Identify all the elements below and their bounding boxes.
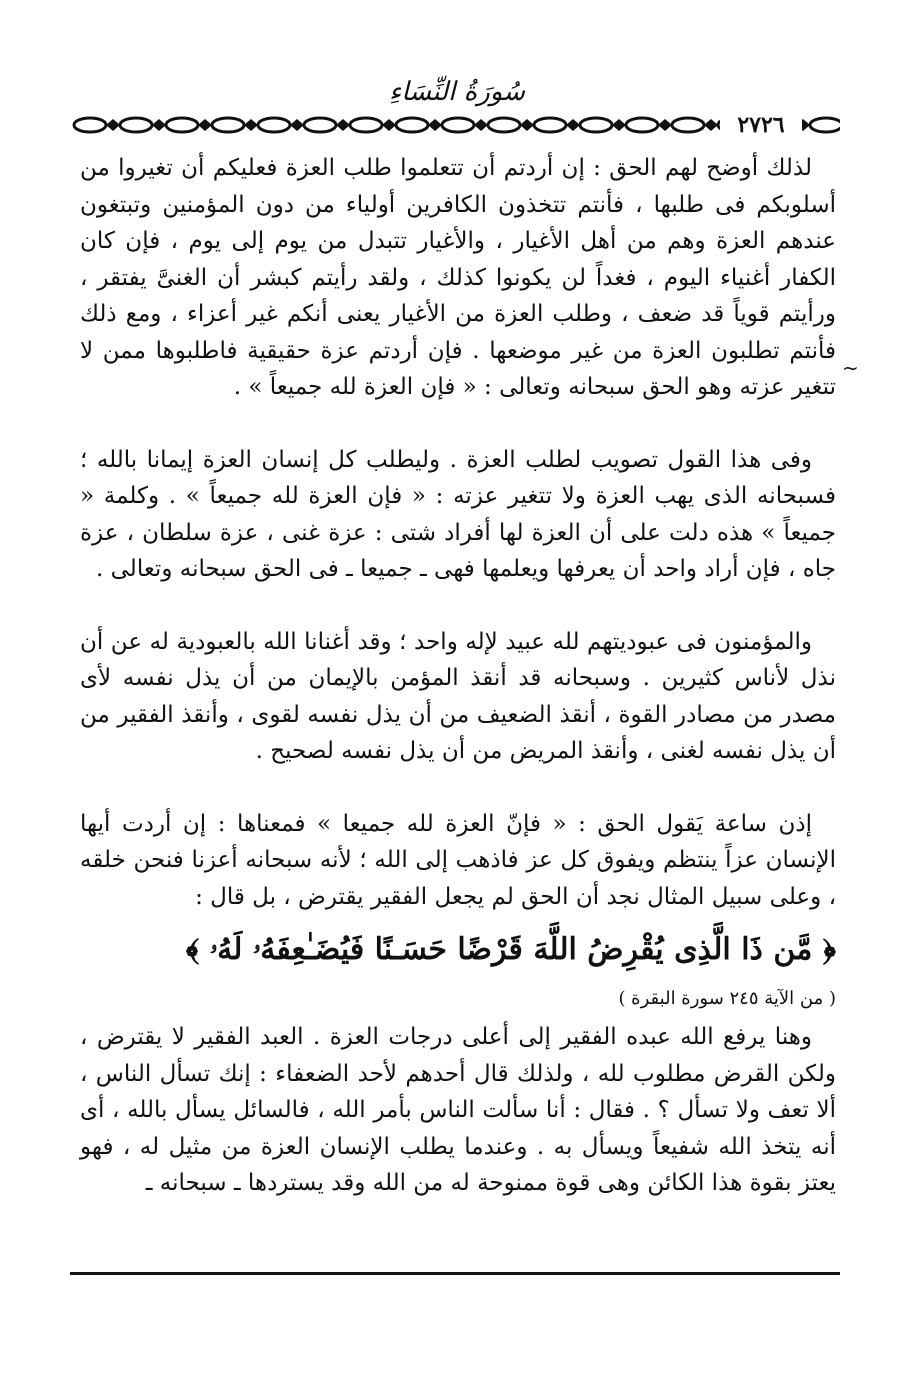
ornament-oval	[258, 118, 290, 132]
page-number: ٢٧٢٦	[720, 110, 802, 140]
paragraph-4: إذن ساعة يَقول الحق : « فإنّ العزة لله جميعا » فمعناها : إن أردت أيها الإنسان عزاً ينتظم ويفوق كل عز فاذهب إلى الله ؛ لأنه سبحانه أعزنا فنحن خلقه ، وعلى سبيل المثال نجد أن الحق لم يجعل الفقير يقترض ، بل قال :	[80, 810, 836, 910]
surah-title: سُورَةُ النِّسَاءِ	[389, 77, 525, 107]
paragraph-1: لذلك أوضح لهم الحق : إن أردتم أن تتعلموا طلب العزة فعليكم أن تغيروا من أسلوبكم فى طلبها ، فأنتم تتخذون الكافرين أولياء من دون المؤمنين وتبتغون عندهم العزة وهم من أهل الأغيار ، والأغيار تتبدل من يوم إلى يوم ، فإن كان الكفار أغنياء اليوم ، فغداً لن يكونوا كذلك ، ولقد رأيتم كبشر أن الغنىَّ يفتقر ، ورأيتم قوياً قد ضعف ، وطلب العزة من الأغيار يعنى أنكم غير أعزاء ، ومع ذلك فأنتم تطلبون العزة من غير موضعها . فإن أردتم عزة حقيقية فاطلبوها ممن لا تتغير عزته وهو الحق سبحانه وتعالى : « فإن العزة لله جميعاً » .	[80, 155, 836, 400]
ornament-diamond	[612, 119, 626, 131]
ornament-diamond	[290, 119, 304, 131]
margin-mark: ~	[842, 356, 859, 380]
ornament-diamond	[106, 119, 120, 131]
body-text	[80, 150, 836, 1210]
ornament-oval	[350, 118, 382, 132]
ornament-diamond	[428, 119, 442, 131]
paragraph-2: وفى هذا القول تصويب لطلب العزة . وليطلب كل إنسان العزة إيمانا بالله ؛ فسبحانه الذى يهب العزة ولا تتغير عزته : « فإن العزة لله جميعاً » . وكلمة « جميعاً » هذه دلت على أن العزة لها أفراد شتى : عزة غنى ، عزة سلطان ، عزة جاه ، فإن أراد واحد أن يعرفها ويعلمها فهى ـ جميعا ـ فى الحق سبحانه وتعالى .	[80, 446, 836, 582]
ornament-oval	[580, 118, 612, 132]
ornament-oval	[488, 118, 520, 132]
ornament-oval	[396, 118, 428, 132]
quran-verse: ﴿ مَّن ذَا الَّذِى يُقْرِضُ اللَّهَ قَرْضًا حَسَـنًا فَيُضَـٰعِفَهُۥ لَهُۥ ﴾	[185, 932, 836, 967]
ornament-oval	[810, 118, 840, 132]
ornament-diamond	[474, 119, 488, 131]
ornament-diamond	[658, 119, 672, 131]
paragraph-5: وهنا يرفع الله عبده الفقير إلى أعلى درجات العزة . العبد الفقير لا يقترض ، ولكن القرض مطلوب لله ، ولذلك قال أحدهم لأحد الضعفاء : إنك تسأل الناس ، ألا تعف ولا تسأل ؟ . فقال : أنا سألت الناس بأمر الله ، فالسائل يسأل بالله ، أى أنه يتخذ الله شفيعاً ويسأل به . وعندما يطلب الإنسان العزة من مثيل له ، فهو يعتز بقوة هذا الكائن وهى قوة ممنوحة له من الله وقد يستردها ـ سبحانه ـ	[80, 1024, 836, 1196]
ornament-diamond	[704, 119, 718, 131]
ornament-oval	[212, 118, 244, 132]
ornament-oval	[304, 118, 336, 132]
ornament-oval	[672, 118, 704, 132]
ornament-oval	[120, 118, 152, 132]
bottom-rule	[70, 1272, 840, 1275]
ornament-oval	[534, 118, 566, 132]
verse-reference: ( من الآية ٢٤٥ سورة البقرة )	[618, 988, 836, 1009]
ornament-oval	[626, 118, 658, 132]
ornament-diamond	[382, 119, 396, 131]
ornament-diamond	[336, 119, 350, 131]
ornament-oval	[74, 118, 106, 132]
ornament-diamond	[198, 119, 212, 131]
ornament-oval	[442, 118, 474, 132]
paragraph-3: والمؤمنون فى عبوديتهم لله عبيد لإله واحد ؛ وقد أغنانا الله بالعبودية له عن أن نذل لأناس كثيرين . وسبحانه قد أنقذ المؤمن بالإيمان من أن يذل نفسه لأى مصدر من مصادر القوة ، أنقذ الضعيف من أن يذل نفسه لقوى ، وأنقذ الفقير من أن يذل نفسه لغنى ، وأنقذ المريض من أن يذل نفسه لصحيح .	[80, 628, 836, 764]
ornament-diamond	[566, 119, 580, 131]
ornament-diamond	[520, 119, 534, 131]
ornament-oval	[166, 118, 198, 132]
ornament-diamond	[244, 119, 258, 131]
header-ornament-band	[70, 110, 840, 140]
ornament-diamond	[152, 119, 166, 131]
